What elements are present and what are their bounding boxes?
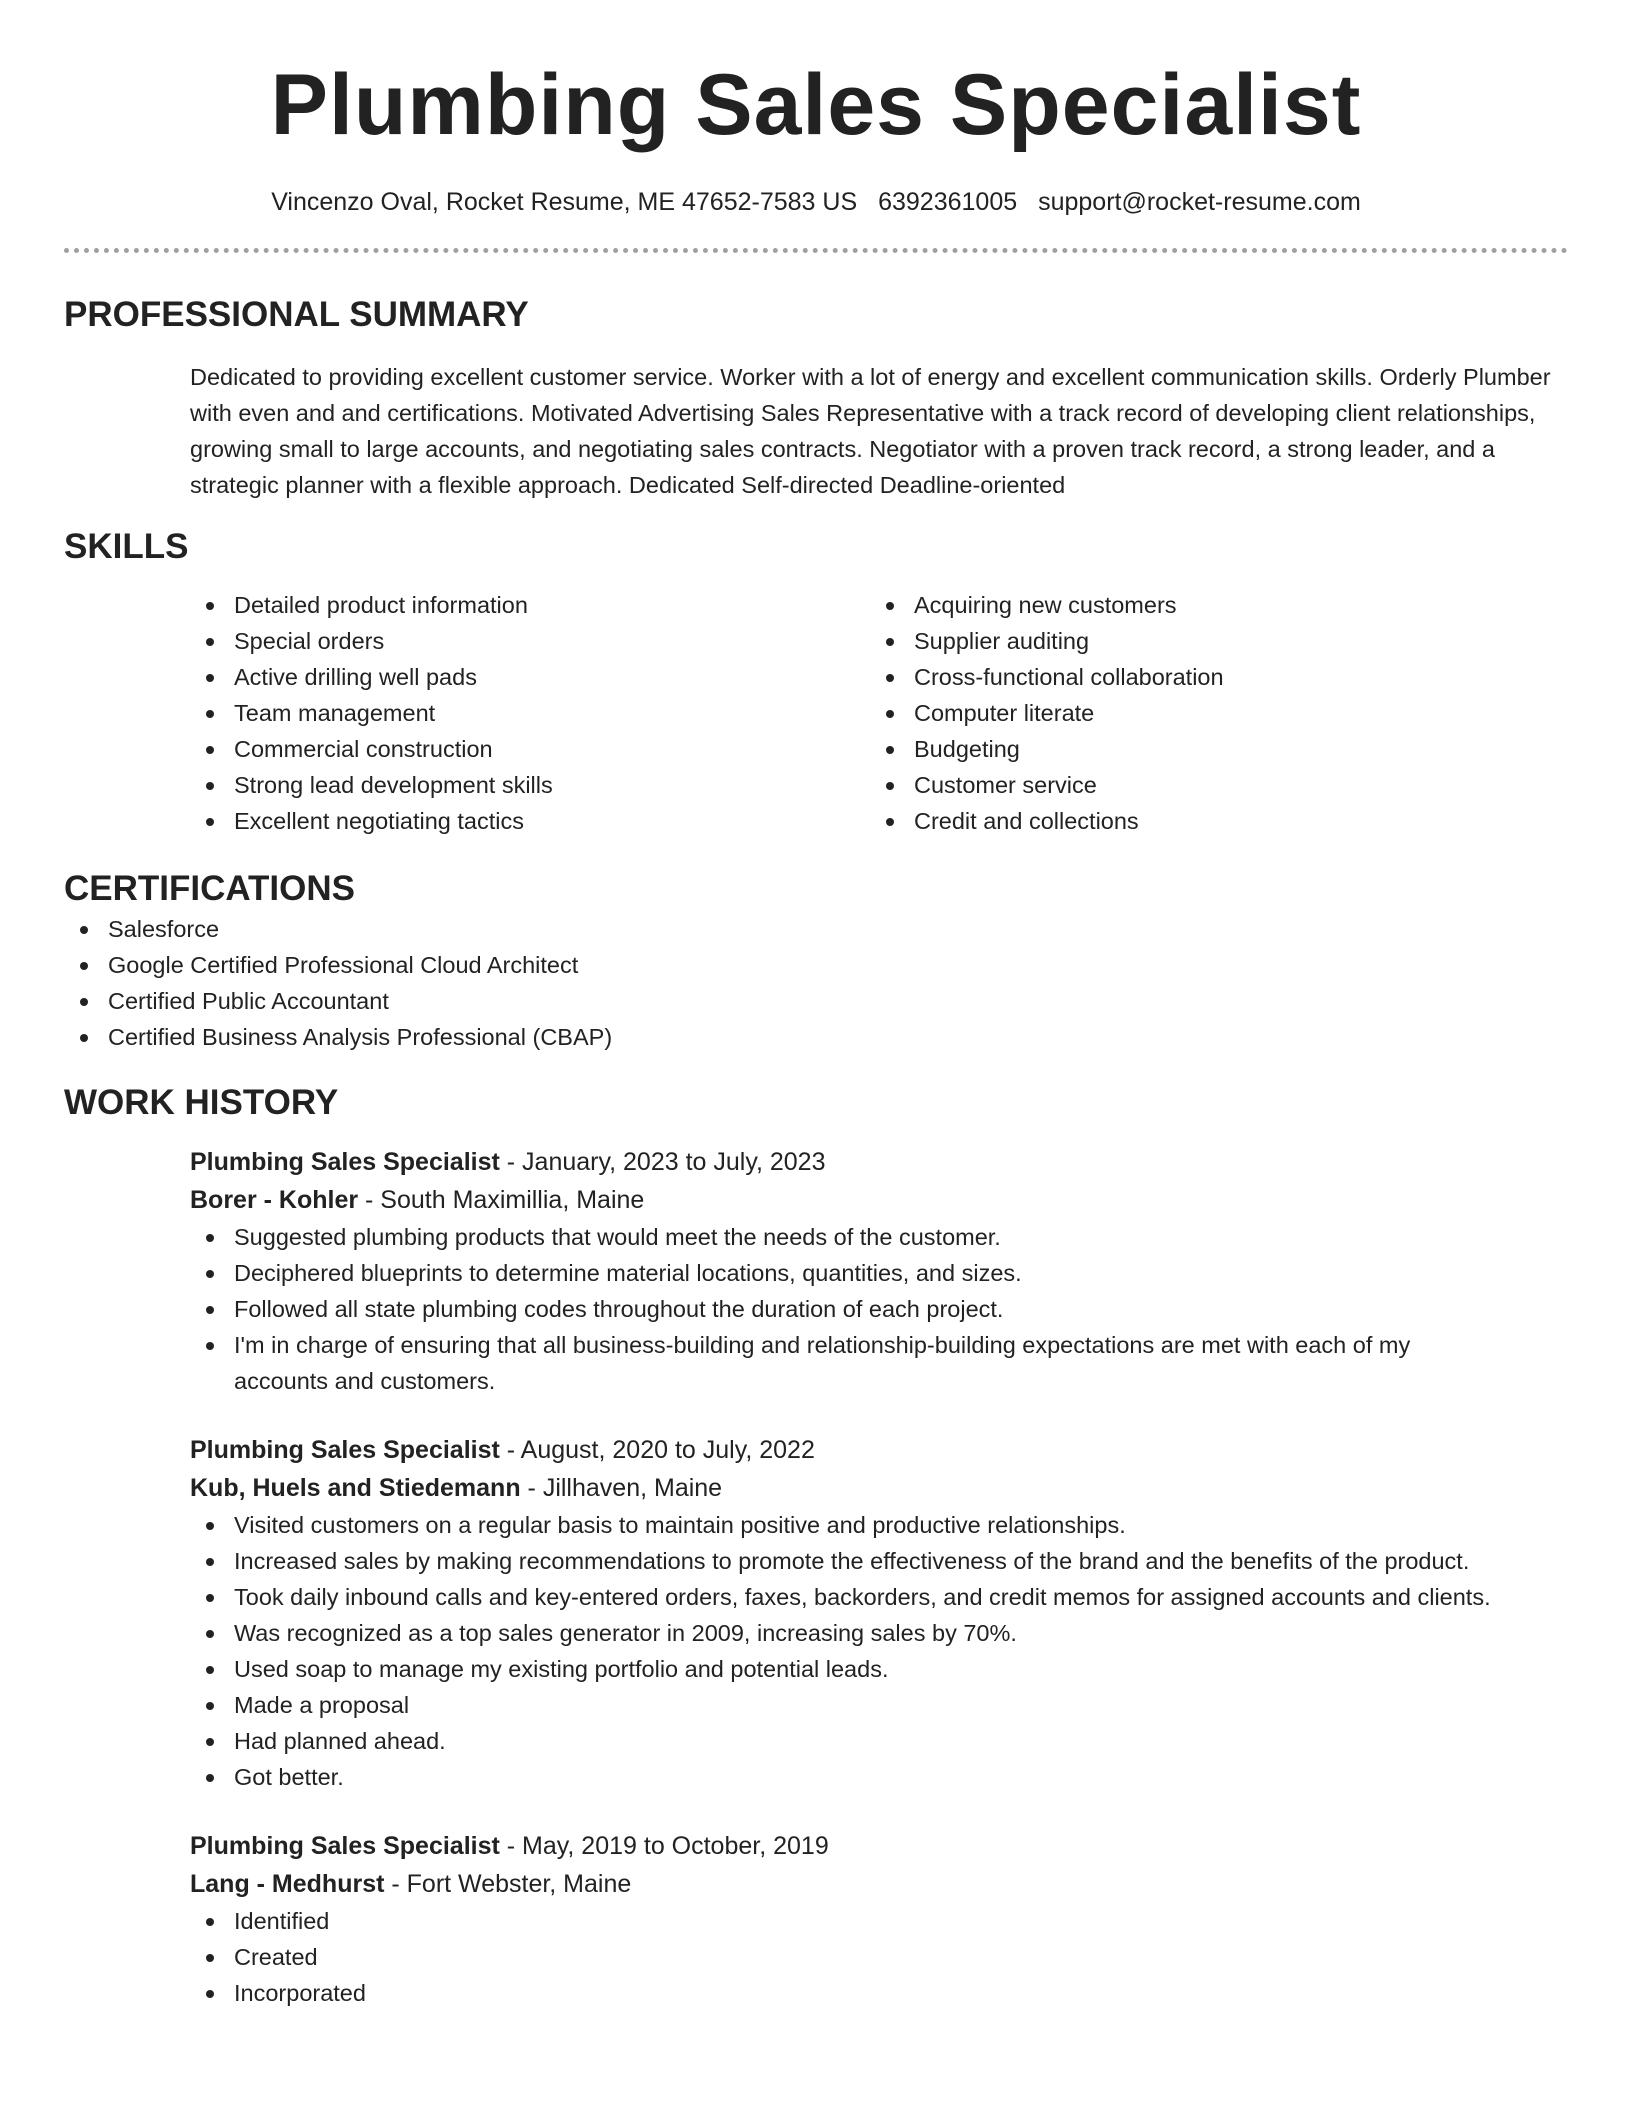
job-bullets xyxy=(190,1219,1568,1399)
skills-column-right xyxy=(870,587,1550,839)
job-entry xyxy=(190,1143,1568,1399)
skill-item: Active drilling well pads xyxy=(190,659,870,695)
summary-text: Dedicated to providing excellent customer service. Worker with a lot of energy and excellent communication skills. Orderly Plumber with even and and certifications. Motivated Advertising Sales Representative with a track record of developing client relationships, growing small to large accounts, and negotiating sales contracts. Negotiator with a proven track record, a strong leader, and a strategic planner with a flexible approach. Dedicated Self-directed Deadline-oriented xyxy=(190,364,1551,498)
job-company-line xyxy=(190,1865,1568,1903)
job-company-line xyxy=(190,1469,1568,1507)
skill-item: Team management xyxy=(190,695,870,731)
summary-section xyxy=(64,293,1568,503)
contact-email[interactable]: support@rocket-resume.com xyxy=(1038,188,1361,216)
job-company: Lang - Medhurst xyxy=(190,1870,385,1898)
certifications-list xyxy=(64,911,1568,1055)
skill-item: Cross-functional collaboration xyxy=(870,659,1550,695)
skill-item: Acquiring new customers xyxy=(870,587,1550,623)
job-entry xyxy=(190,1431,1568,1795)
work-history-section xyxy=(64,1081,1568,2011)
job-role: Plumbing Sales Specialist xyxy=(190,1148,500,1176)
skill-item: Strong lead development skills xyxy=(190,767,870,803)
skill-item: Budgeting xyxy=(870,731,1550,767)
contact-line xyxy=(64,186,1568,218)
skill-item: Excellent negotiating tactics xyxy=(190,803,870,839)
job-dates: - August, 2020 to July, 2022 xyxy=(499,1436,815,1464)
job-role: Plumbing Sales Specialist xyxy=(190,1436,500,1464)
skills-section xyxy=(64,525,1568,839)
job-bullet: Increased sales by making recommendations to promote the effectiveness of the brand and the benefits of the product. xyxy=(190,1543,1568,1579)
job-bullet: Was recognized as a top sales generator in 2009, increasing sales by 70%. xyxy=(190,1615,1568,1651)
skills-columns xyxy=(190,587,1568,839)
skill-item: Credit and collections xyxy=(870,803,1550,839)
job-dates: - January, 2023 to July, 2023 xyxy=(499,1148,826,1176)
job-bullet: I'm in charge of ensuring that all business-building and relationship-building expectations are met with each of my accounts and customers. xyxy=(190,1327,1568,1399)
job-bullet: Got better. xyxy=(190,1759,1568,1795)
job-bullet: Made a proposal xyxy=(190,1687,1568,1723)
job-location: - Jillhaven, Maine xyxy=(520,1474,723,1502)
job-bullet: Visited customers on a regular basis to maintain positive and productive relationships. xyxy=(190,1507,1568,1543)
skills-heading: SKILLS xyxy=(64,527,189,566)
job-entry xyxy=(190,1827,1568,2011)
certification-item: Certified Business Analysis Professional (CBAP) xyxy=(64,1019,1568,1055)
skill-item: Customer service xyxy=(870,767,1550,803)
job-role-line xyxy=(190,1431,1568,1469)
job-bullet: Created xyxy=(190,1939,1568,1975)
skills-column-left xyxy=(190,587,870,839)
job-bullet: Incorporated xyxy=(190,1975,1568,2011)
job-company: Kub, Huels and Stiedemann xyxy=(190,1474,521,1502)
job-role-line xyxy=(190,1143,1568,1181)
work-history-heading: WORK HISTORY xyxy=(64,1083,339,1122)
skills-list-right xyxy=(870,587,1550,839)
job-company-line xyxy=(190,1181,1568,1219)
header-divider xyxy=(64,248,1568,253)
job-bullet: Used soap to manage my existing portfolio and potential leads. xyxy=(190,1651,1568,1687)
certifications-heading: CERTIFICATIONS xyxy=(64,869,356,908)
skill-item: Computer literate xyxy=(870,695,1550,731)
certifications-section xyxy=(64,867,1568,1055)
job-bullet: Had planned ahead. xyxy=(190,1723,1568,1759)
job-bullets xyxy=(190,1903,1568,2011)
certification-item: Salesforce xyxy=(64,911,1568,947)
job-location: - South Maximillia, Maine xyxy=(358,1186,645,1214)
certification-item: Google Certified Professional Cloud Architect xyxy=(64,947,1568,983)
job-company: Borer - Kohler xyxy=(190,1186,359,1214)
job-role-line xyxy=(190,1827,1568,1865)
job-bullets xyxy=(190,1507,1568,1795)
summary-heading: PROFESSIONAL SUMMARY xyxy=(64,295,529,334)
skill-item: Special orders xyxy=(190,623,870,659)
job-bullet: Followed all state plumbing codes throughout the duration of each project. xyxy=(190,1291,1568,1327)
skill-item: Detailed product information xyxy=(190,587,870,623)
job-location: - Fort Webster, Maine xyxy=(384,1870,632,1898)
job-bullet: Identified xyxy=(190,1903,1568,1939)
job-bullet: Suggested plumbing products that would meet the needs of the customer. xyxy=(190,1219,1568,1255)
contact-phone[interactable]: 6392361005 xyxy=(878,188,1018,216)
resume-title: Plumbing Sales Specialist xyxy=(270,57,1362,153)
job-bullet: Took daily inbound calls and key-entered orders, faxes, backorders, and credit memos for assigned accounts and clients. xyxy=(190,1579,1568,1615)
certification-item: Certified Public Accountant xyxy=(64,983,1568,1019)
job-role: Plumbing Sales Specialist xyxy=(190,1832,500,1860)
job-bullet: Deciphered blueprints to determine material locations, quantities, and sizes. xyxy=(190,1255,1568,1291)
skills-list-left xyxy=(190,587,870,839)
job-dates: - May, 2019 to October, 2019 xyxy=(499,1832,829,1860)
skill-item: Supplier auditing xyxy=(870,623,1550,659)
skill-item: Commercial construction xyxy=(190,731,870,767)
contact-address: Vincenzo Oval, Rocket Resume, ME 47652-7583 US xyxy=(271,188,858,216)
